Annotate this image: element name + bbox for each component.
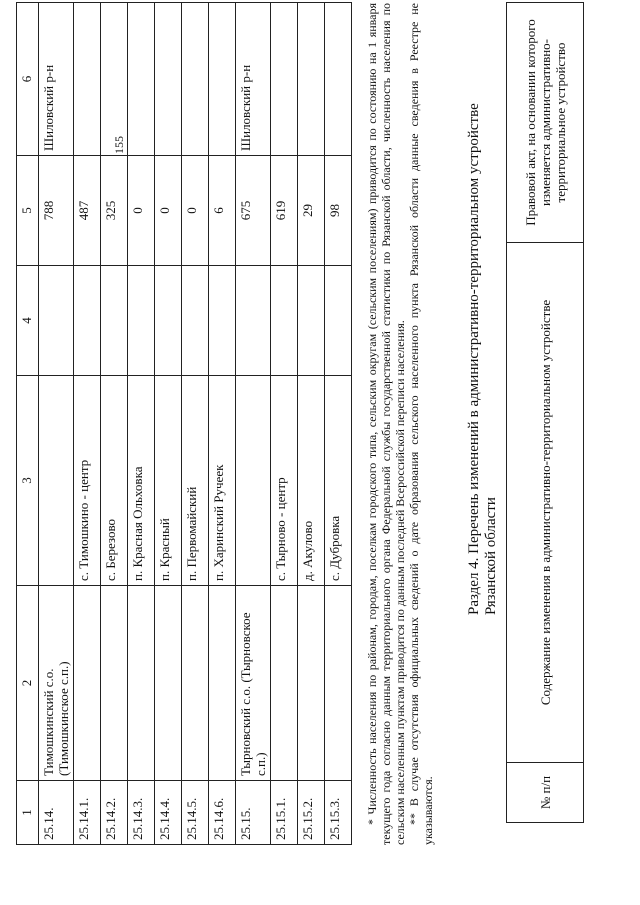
cell-code: 25.15.2. [298, 781, 325, 845]
changes-table [506, 2, 584, 823]
cell-district: Шиловский р-н [236, 3, 271, 156]
cell-code: 25.14.5. [182, 781, 209, 845]
changes-header-act: Правовой акт, на основании которого изменяется административно-территориальное устройство [507, 3, 584, 243]
cell-district: Шиловский р-н [39, 3, 74, 156]
table-row [182, 3, 209, 845]
cell-population: 0 [128, 156, 155, 266]
cell-district [298, 3, 325, 156]
cell-code: 25.15.3. [325, 781, 352, 845]
cell-district [325, 3, 352, 156]
cell-settlement: д. Акулово [298, 376, 325, 586]
header-col-3: 3 [17, 376, 39, 586]
cell-settlement [39, 376, 74, 586]
cell-code: 25.14.3. [128, 781, 155, 845]
cell-settlement [236, 376, 271, 586]
cell-population: 98 [325, 156, 352, 266]
cell-name [128, 586, 155, 781]
cell-population: 0 [182, 156, 209, 266]
changes-header-content: Содержание изменения в административно-территориальном устройстве [507, 243, 584, 763]
cell-district [128, 3, 155, 156]
cell-population: 29 [298, 156, 325, 266]
cell-code: 25.15. [236, 781, 271, 845]
table-row [209, 3, 236, 845]
section-title: Раздел 4. Перечень изменений в административно-территориальном устройстве Рязанской области [466, 103, 499, 615]
settlements-table [16, 2, 352, 845]
cell-col4 [236, 266, 271, 376]
cell-population: 6 [209, 156, 236, 266]
cell-code: 25.14.2. [101, 781, 128, 845]
table-row [298, 3, 325, 845]
cell-name [209, 586, 236, 781]
cell-settlement: с. Тимошкино - центр [74, 376, 101, 586]
cell-col4 [155, 266, 182, 376]
page-number: 155 [112, 136, 126, 154]
cell-col4 [209, 266, 236, 376]
cell-code: 25.14.6. [209, 781, 236, 845]
table-row [325, 3, 352, 845]
cell-code: 25.15.1. [271, 781, 298, 845]
cell-settlement: п. Красная Ольховка [128, 376, 155, 586]
cell-settlement: п. Харинский Ручеек [209, 376, 236, 586]
cell-district [209, 3, 236, 156]
cell-name: Тырновский с.о. (Тырновское с.п.) [236, 586, 271, 781]
footnote-population: * Численность населения по районам, городам, поселкам городского типа, сельским округам (сельским поселениям) приводится по состоянию на 1 января текущего года согласно данным территориального органа Федеральной службы государственной статистики по Рязанской области, численность населения по сельским населенным пунктам приводится по данным последней Всероссийской переписи населения. [365, 3, 407, 845]
table-row [236, 3, 271, 845]
header-col-1: 1 [17, 781, 39, 845]
table-row [271, 3, 298, 845]
table-row [74, 3, 101, 845]
cell-settlement: п. Красный [155, 376, 182, 586]
cell-population: 0 [155, 156, 182, 266]
cell-district [271, 3, 298, 156]
footnotes [365, 3, 435, 845]
cell-population: 619 [271, 156, 298, 266]
footnote-date: ** В случае отсутствия официальных сведений о дате образования сельского населенного пункта Рязанской области данные сведения в Реестре не указываются. [407, 3, 435, 845]
cell-settlement: с. Березово [101, 376, 128, 586]
cell-population: 487 [74, 156, 101, 266]
cell-district [74, 3, 101, 156]
cell-name [271, 586, 298, 781]
changes-header-number: № п/п [507, 763, 584, 823]
cell-district [182, 3, 209, 156]
cell-col4 [128, 266, 155, 376]
cell-col4 [101, 266, 128, 376]
cell-name [182, 586, 209, 781]
table-row [155, 3, 182, 845]
header-col-6: 6 [17, 3, 39, 156]
cell-col4 [298, 266, 325, 376]
header-col-2: 2 [17, 586, 39, 781]
cell-population: 675 [236, 156, 271, 266]
cell-district [155, 3, 182, 156]
cell-name: Тимошкинский с.о. (Тимошкинское с.п.) [39, 586, 74, 781]
header-col-4: 4 [17, 266, 39, 376]
table-row [39, 3, 74, 845]
cell-name [101, 586, 128, 781]
cell-col4 [271, 266, 298, 376]
cell-code: 25.14. [39, 781, 74, 845]
cell-code: 25.14.1. [74, 781, 101, 845]
cell-col4 [325, 266, 352, 376]
cell-col4 [39, 266, 74, 376]
cell-population: 788 [39, 156, 74, 266]
cell-name [74, 586, 101, 781]
cell-name [298, 586, 325, 781]
cell-population: 325 [101, 156, 128, 266]
changes-header-row [507, 3, 584, 823]
header-col-5: 5 [17, 156, 39, 266]
cell-settlement: п. Первомайский [182, 376, 209, 586]
cell-district [101, 3, 128, 156]
cell-name [325, 586, 352, 781]
table-row [101, 3, 128, 845]
cell-settlement: с. Дубровка [325, 376, 352, 586]
table-header-row [17, 3, 39, 845]
cell-settlement: с. Тырново - центр [271, 376, 298, 586]
cell-code: 25.14.4. [155, 781, 182, 845]
table-row [128, 3, 155, 845]
cell-col4 [74, 266, 101, 376]
cell-name [155, 586, 182, 781]
cell-col4 [182, 266, 209, 376]
